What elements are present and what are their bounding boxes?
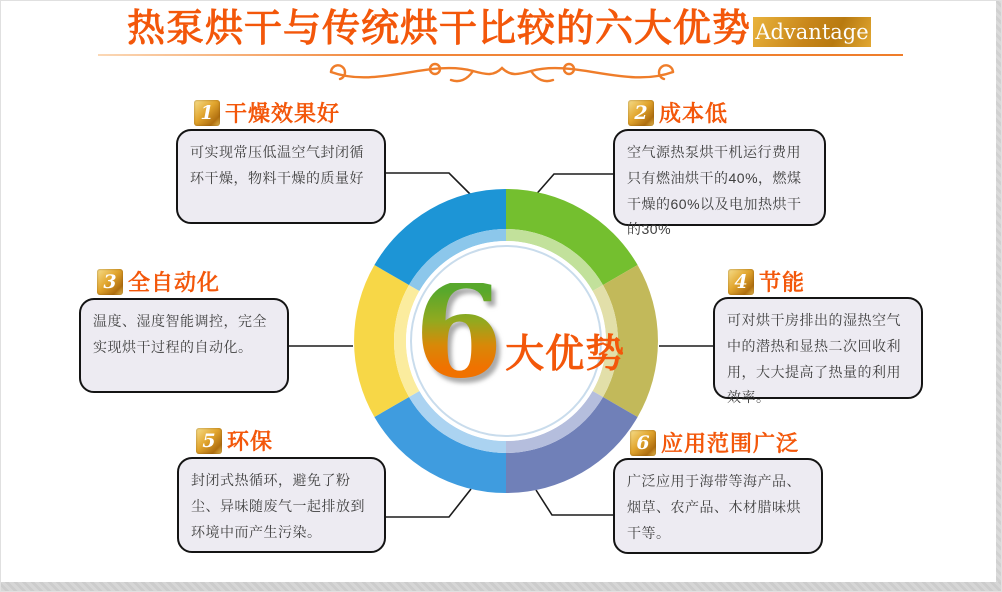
advantage-3-heading <box>97 268 220 295</box>
advantage-5-box: 封闭式热循环，避免了粉尘、异味随废气一起排放到环境中而产生污染。 <box>177 457 386 553</box>
advantage-2-heading <box>628 99 728 126</box>
advantage-1-title: 干燥效果好 <box>225 101 341 126</box>
advantage-4-heading <box>728 268 805 295</box>
donut-ring <box>354 189 658 493</box>
number-badge-1: 1 <box>194 100 220 126</box>
advantage-6-box: 广泛应用于海带等海产品、烟草、农产品、木材腊味烘干等。 <box>613 458 823 554</box>
advantage-1-box: 可实现常压低温空气封闭循环干燥，物料干燥的质量好 <box>176 129 386 224</box>
connector-1 <box>386 173 473 197</box>
center-text: 大优势 <box>505 333 626 376</box>
number-badge-4: 4 <box>728 269 754 295</box>
advantage-2-box: 空气源热泵烘干机运行费用只有燃油烘干的40%，燃煤干燥的60%以及电加热烘干的30% <box>613 129 826 226</box>
number-badge-6: 6 <box>630 430 656 456</box>
window-bottom-edge <box>1 582 1002 591</box>
advantage-1-heading <box>194 99 340 126</box>
advantage-4-box: 可对烘干房排出的湿热空气中的潜热和显热二次回收利用，大大提高了热量的利用效率。 <box>713 297 923 399</box>
advantage-2-title: 成本低 <box>659 101 729 126</box>
advantage-4-title: 节能 <box>759 270 806 295</box>
advantage-5-title: 环保 <box>227 429 274 454</box>
advantage-6-heading <box>630 429 799 456</box>
advantage-3-box: 温度、湿度智能调控，完全实现烘干过程的自动化。 <box>79 298 289 393</box>
number-badge-2: 2 <box>628 100 654 126</box>
number-badge-3: 3 <box>97 269 123 295</box>
page-title: 热泵烘干与传统烘干比较的六大优势 <box>127 5 752 50</box>
donut-hub <box>406 241 606 441</box>
window-right-edge <box>996 1 1001 584</box>
connector-5 <box>386 489 471 517</box>
number-badge-5: 5 <box>196 428 222 454</box>
connector-6 <box>536 490 613 515</box>
advantage-3-title: 全自动化 <box>128 270 221 295</box>
title-advantage-badge: Advantage <box>753 17 871 47</box>
advantage-6-title: 应用范围广泛 <box>661 431 800 456</box>
advantage-5-heading <box>196 427 273 454</box>
